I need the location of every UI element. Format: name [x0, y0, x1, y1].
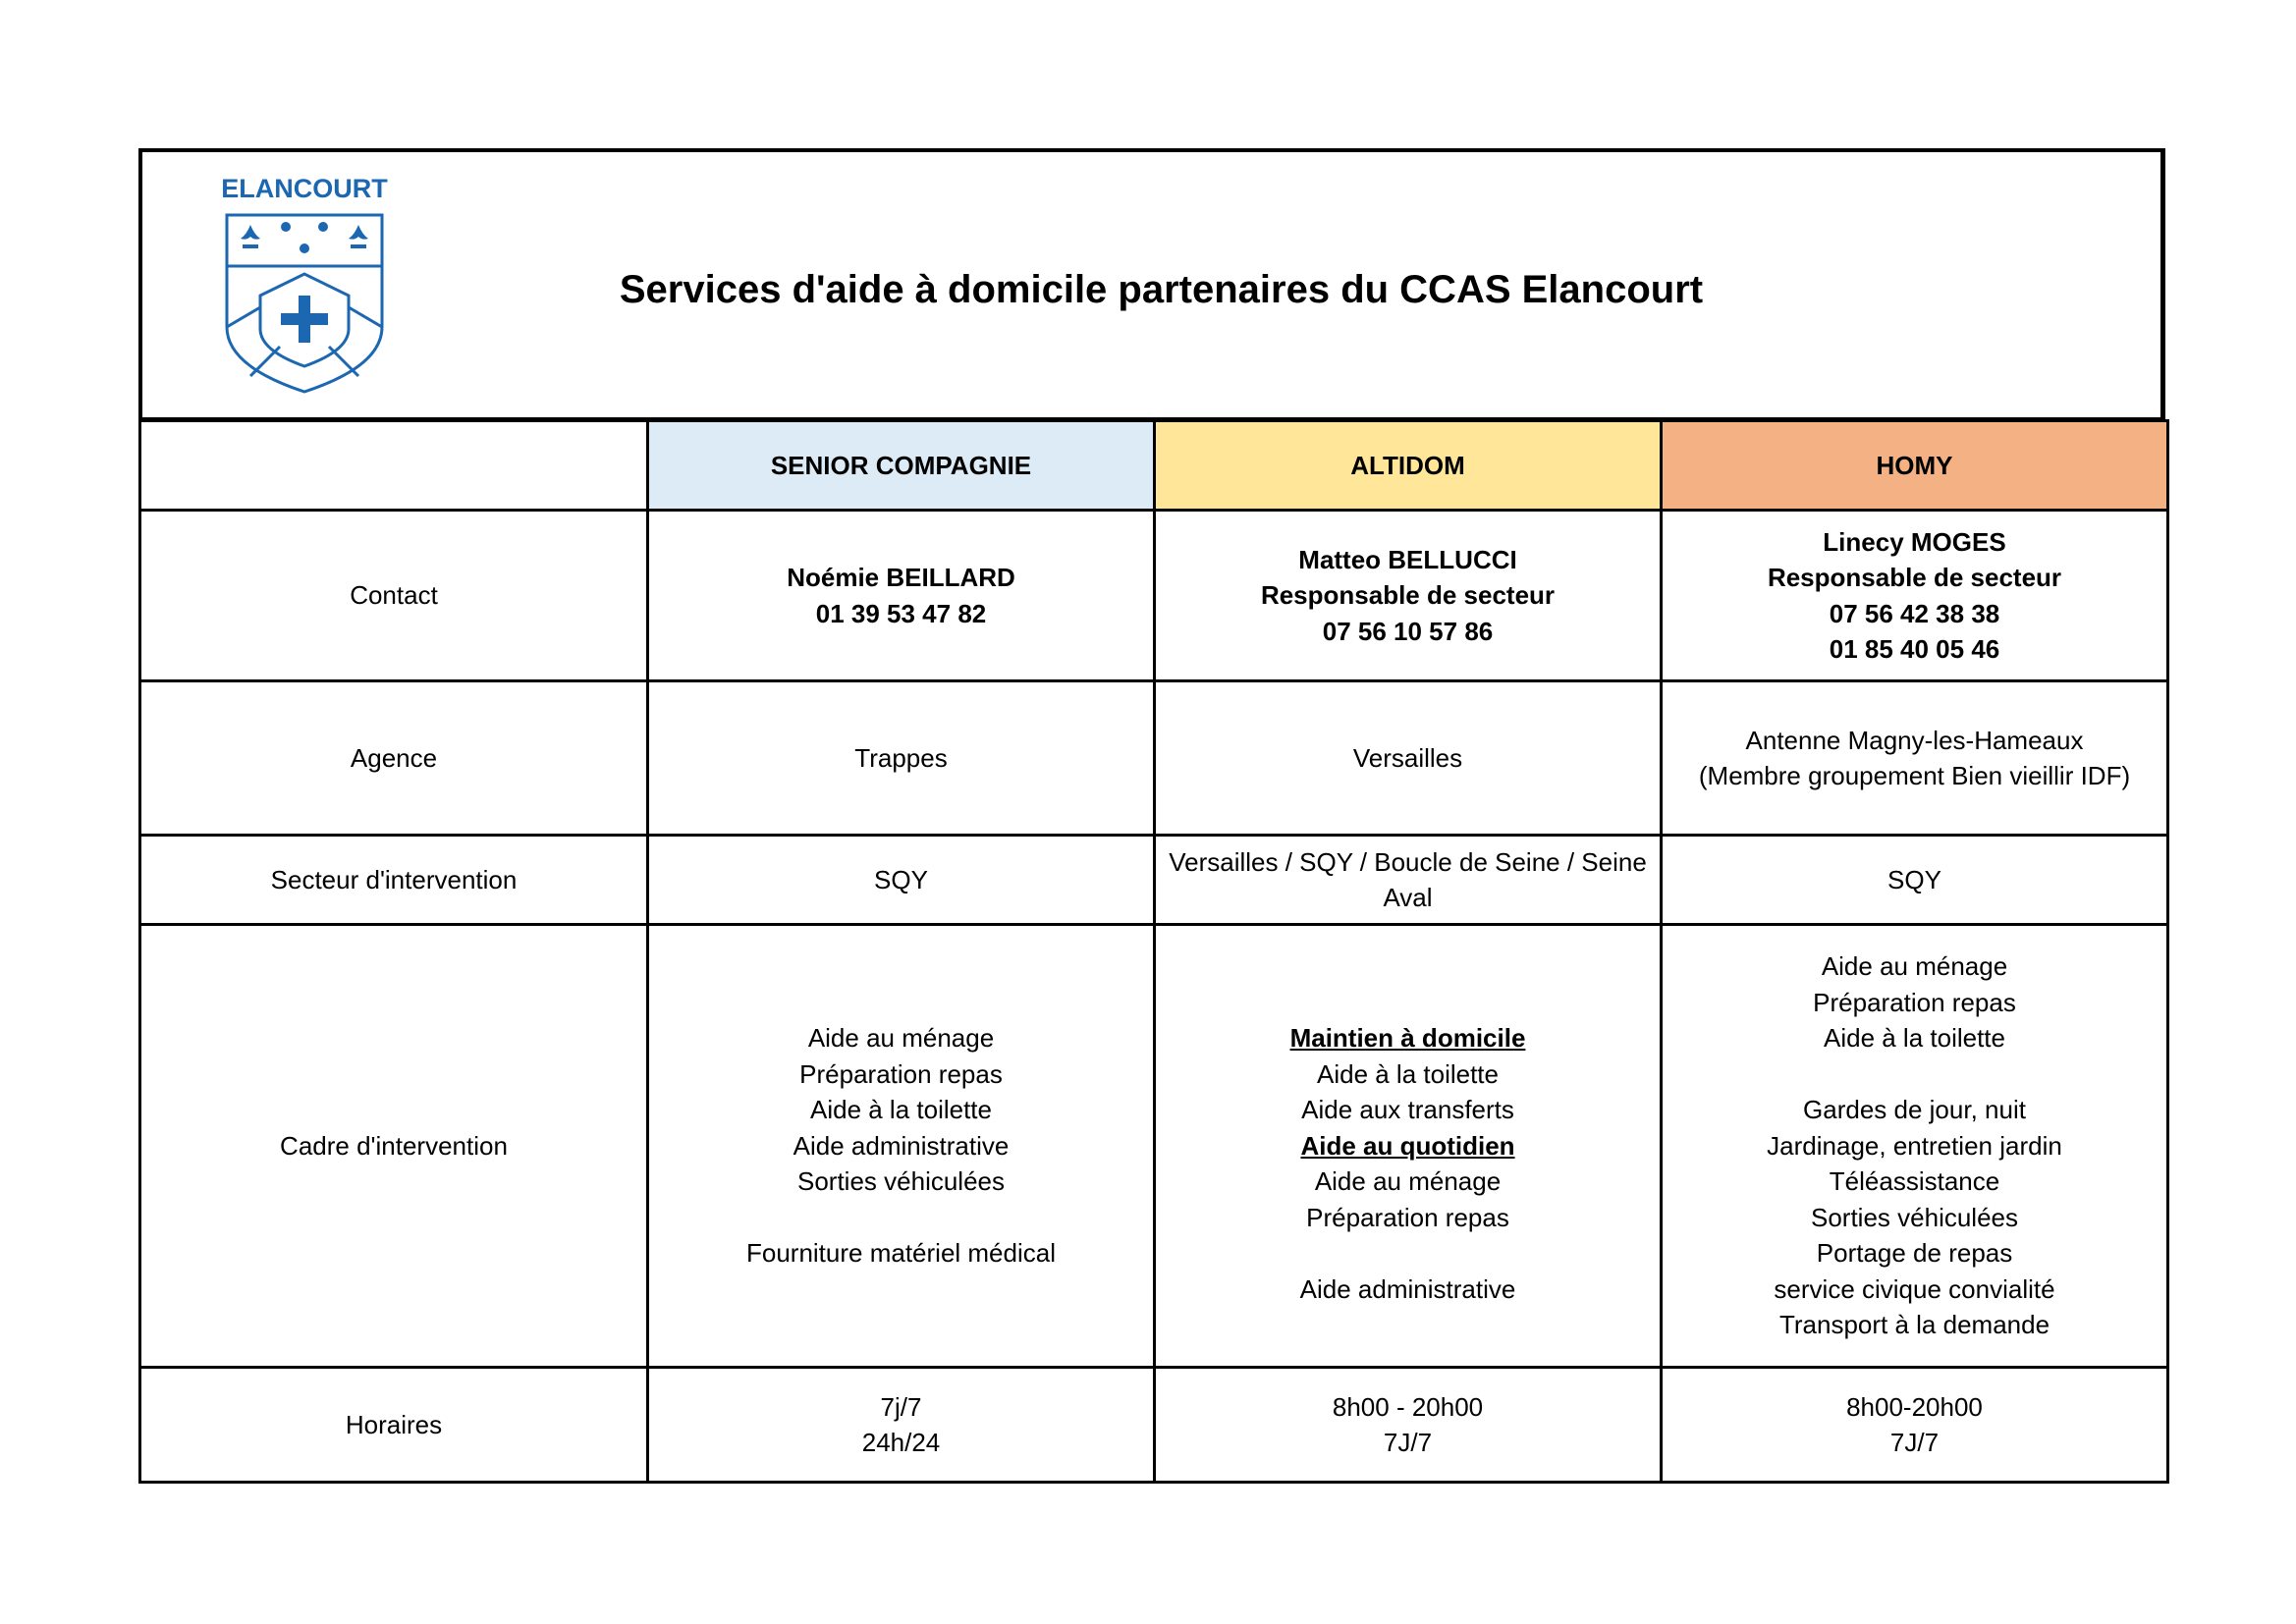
- list-item: Préparation repas: [799, 1058, 1003, 1089]
- list-item: Transport à la demande: [1778, 1310, 2050, 1340]
- contact-phone: 01 39 53 47 82: [815, 598, 987, 628]
- contact-altidom: [1155, 511, 1662, 681]
- list-item: Aide administrative: [1299, 1273, 1516, 1304]
- partners-table: [138, 419, 2169, 1484]
- list-item: Gardes de jour, nuit: [1803, 1095, 2026, 1125]
- empty-corner-cell: [140, 421, 648, 511]
- list-item: Aide au ménage: [1821, 951, 2008, 982]
- list-item: Aide au ménage: [807, 1023, 995, 1054]
- horaires-line: 24h/24: [861, 1428, 941, 1457]
- horaires-line: 8h00-20h00: [1846, 1391, 1983, 1422]
- table-header-row: [140, 421, 2168, 511]
- list-spacer: [1156, 985, 1660, 1021]
- secteur-homy: SQY: [1662, 836, 2168, 925]
- horaires-altidom: [1155, 1368, 1662, 1483]
- list-item: [649, 1200, 1153, 1236]
- contact-role: Responsable de secteur: [1767, 563, 2062, 592]
- list-item: Préparation repas: [1306, 1202, 1509, 1232]
- horaires-line: 7j/7: [880, 1391, 922, 1422]
- agence-altidom: Versailles: [1155, 681, 1662, 836]
- contact-phone: 01 85 40 05 46: [1829, 634, 2000, 664]
- list-item: service civique convialité: [1774, 1273, 2055, 1304]
- list-item: [1156, 1235, 1660, 1272]
- list-item: Jardinage, entretien jardin: [1767, 1130, 2062, 1161]
- row-label-contact: Contact: [140, 511, 648, 681]
- row-label-cadre: Cadre d'intervention: [140, 925, 648, 1368]
- list-heading: Aide au quotidien: [1300, 1130, 1515, 1161]
- column-header-homy: HOMY: [1662, 421, 2168, 511]
- contact-phone: 07 56 10 57 86: [1322, 616, 1494, 646]
- contact-name: Matteo BELLUCCI: [1298, 544, 1517, 574]
- table-row-cadre: [140, 925, 2168, 1368]
- horaires-line: 7J/7: [1383, 1428, 1433, 1457]
- horaires-line: 8h00 - 20h00: [1332, 1391, 1484, 1422]
- row-label-horaires: Horaires: [140, 1368, 648, 1483]
- agence-senior-compagnie: Trappes: [648, 681, 1155, 836]
- agence-homy: [1662, 681, 2168, 836]
- list-item: Sorties véhiculées: [797, 1166, 1005, 1197]
- secteur-senior-compagnie: SQY: [648, 836, 1155, 925]
- page-title: Services d'aide à domicile partenaires du CCAS Elancourt: [619, 268, 1704, 311]
- horaires-homy: [1662, 1368, 2168, 1483]
- list-item: Aide administrative: [793, 1130, 1010, 1161]
- list-item: Aide à la toilette: [809, 1095, 992, 1125]
- table-row-contact: [140, 511, 2168, 681]
- contact-role: Responsable de secteur: [1260, 580, 1556, 611]
- horaires-senior-compagnie: [648, 1368, 1155, 1483]
- agence-line: (Membre groupement Bien vieillir IDF): [1698, 761, 2131, 790]
- secteur-line: Versailles / SQY / Boucle de Seine / Seine: [1169, 846, 1647, 877]
- row-label-agence: Agence: [140, 681, 648, 836]
- contact-phone: 07 56 42 38 38: [1829, 598, 2000, 628]
- column-header-senior-compagnie: SENIOR COMPAGNIE: [648, 421, 1155, 511]
- contact-name: Noémie BEILLARD: [787, 563, 1015, 592]
- contact-homy: [1662, 511, 2168, 681]
- list-item: Fourniture matériel médical: [745, 1238, 1056, 1269]
- list-item: [1663, 1056, 2166, 1093]
- cadre-senior-compagnie: [648, 925, 1155, 1368]
- table-row-secteur: [140, 836, 2168, 925]
- table-row-horaires: [140, 1368, 2168, 1483]
- secteur-line: Aval: [1383, 883, 1433, 912]
- list-item: Aide à la toilette: [1823, 1023, 2005, 1054]
- list-item: Portage de repas: [1816, 1238, 2013, 1269]
- document-header: [138, 148, 2165, 421]
- row-label-secteur: Secteur d'intervention: [140, 836, 648, 925]
- secteur-altidom: [1155, 836, 1662, 925]
- list-item: Sorties véhiculées: [1811, 1202, 2018, 1232]
- list-heading: Maintien à domicile: [1289, 1023, 1526, 1054]
- list-item: Aide aux transferts: [1301, 1095, 1514, 1125]
- list-item: Aide à la toilette: [1316, 1058, 1499, 1089]
- column-header-altidom: ALTIDOM: [1155, 421, 1662, 511]
- cadre-homy: [1662, 925, 2168, 1368]
- list-item: Téléassistance: [1829, 1166, 2000, 1197]
- cadre-altidom: [1155, 925, 1662, 1368]
- list-item: Aide au ménage: [1314, 1166, 1502, 1197]
- horaires-line: 7J/7: [1889, 1428, 1940, 1457]
- list-item: Préparation repas: [1813, 987, 2016, 1017]
- logo-text: ELANCOURT: [221, 174, 388, 203]
- agence-line: Antenne Magny-les-Hameaux: [1745, 725, 2084, 755]
- contact-senior-compagnie: [648, 511, 1155, 681]
- table-row-agence: [140, 681, 2168, 836]
- contact-name: Linecy MOGES: [1823, 526, 2006, 557]
